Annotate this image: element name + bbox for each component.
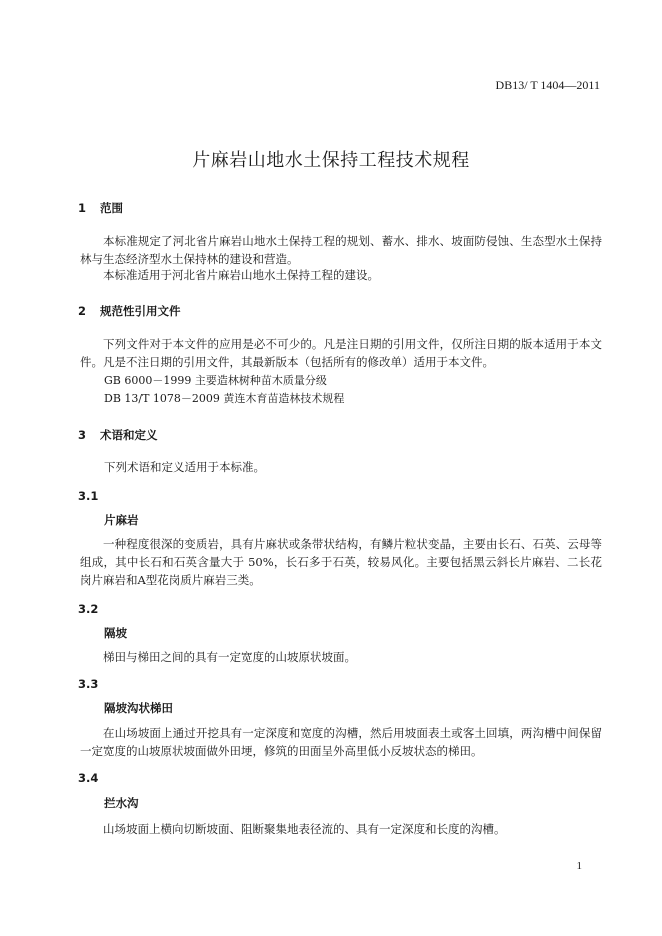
term-definition: 山场坡面上横向切断坡面、阻断聚集地表径流的、具有一定深度和长度的沟槽。 [103,822,506,836]
reference-item: DB 13/T 1078－2009 黄连木育苗造林技术规程 [104,392,345,405]
term-definition: 在山场坡面上通过开挖具有一定深度和宽度的沟槽，然后用坡面表土或客土回填，两沟槽中间保留一定宽度的山坡原状坡面做外田埂，修筑的田面呈外高里低小反坡状态的梯田。 [80,726,602,758]
reference-item: GB 6000－1999 主要造林树种苗木质量分级 [104,374,327,387]
section-number: 2 [78,304,87,318]
section-number: 3 [78,428,87,442]
term-definition: 一种程度很深的变质岩，具有片麻状或条带状结构，有鳞片粒状变晶，主要由长石、石英、云母等组成，其中长石和石英含量大于 50%，长石多于石英，较易风化。主要包括黑云斜长片麻岩、二长花岗片麻岩和A型花岗质片麻岩三类。 [80,537,602,587]
term-number: 3.1 [78,489,99,503]
term-name: 隔坡 [104,626,127,640]
term-number: 3.3 [78,677,99,691]
section-2-heading [78,303,181,319]
term-name: 片麻岩 [104,513,139,527]
section-1-paragraph-1: 本标准规定了河北省片麻岩山地水土保持工程的规划、蓄水、排水、坡面防侵蚀、生态型水土保持林与生态经济型水土保持林的建设和营造。 [80,234,602,266]
term-name: 隔坡沟状梯田 [104,701,173,715]
document-title: 片麻岩山地水土保持工程技术规程 [192,150,470,171]
section-3-intro: 下列术语和定义适用于本标准。 [104,460,265,474]
term-number: 3.2 [78,602,99,616]
section-1-heading [78,200,123,216]
section-number: 1 [78,201,87,215]
document-code: DB13/ T 1404—2011 [495,78,600,92]
page-number: 1 [576,860,582,872]
section-2-paragraph-1: 下列文件对于本文件的应用是必不可少的。凡是注日期的引用文件，仅所注日期的版本适用于本文件。凡是不注日期的引用文件，其最新版本（包括所有的修改单）适用于本文件。 [80,337,602,369]
term-name: 拦水沟 [104,796,139,810]
section-title: 术语和定义 [100,428,158,442]
section-3-heading [78,427,158,443]
term-number: 3.4 [78,771,99,785]
section-title: 规范性引用文件 [100,304,181,318]
section-title: 范围 [100,201,123,215]
term-definition: 梯田与梯田之间的具有一定宽度的山坡原状坡面。 [103,650,356,664]
section-1-paragraph-2: 本标准适用于河北省片麻岩山地水土保持工程的建设。 [103,268,379,282]
